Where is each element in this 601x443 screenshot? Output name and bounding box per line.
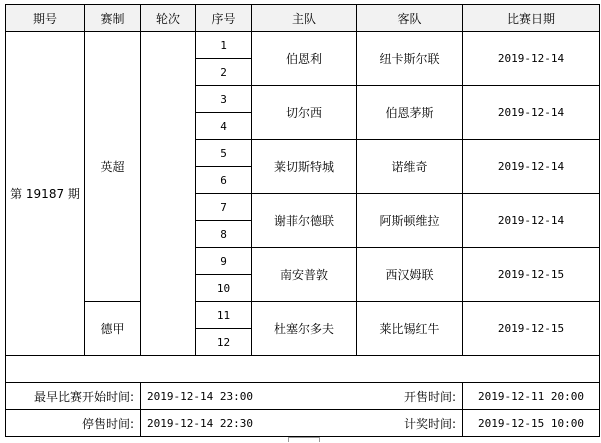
home-team: 南安普敦 bbox=[252, 248, 357, 302]
match-date: 2019-12-15 bbox=[463, 248, 600, 302]
header-home: 主队 bbox=[252, 5, 357, 32]
earliest-start-value: 2019-12-14 23:00 bbox=[141, 383, 357, 410]
away-team: 伯恩茅斯 bbox=[357, 86, 463, 140]
sale-open-label: 开售时间: bbox=[357, 383, 463, 410]
spacer-cell bbox=[6, 356, 600, 383]
seq-cell: 5 bbox=[196, 140, 252, 167]
divider-mark bbox=[288, 437, 320, 442]
sale-open-value: 2019-12-11 20:00 bbox=[463, 383, 600, 410]
header-date: 比赛日期 bbox=[463, 5, 600, 32]
home-team: 杜塞尔多夫 bbox=[252, 302, 357, 356]
league-cell: 德甲 bbox=[85, 302, 141, 356]
away-team: 纽卡斯尔联 bbox=[357, 32, 463, 86]
home-team: 切尔西 bbox=[252, 86, 357, 140]
match-date: 2019-12-14 bbox=[463, 194, 600, 248]
seq-cell: 2 bbox=[196, 59, 252, 86]
seq-cell: 8 bbox=[196, 221, 252, 248]
prize-calc-label: 计奖时间: bbox=[357, 410, 463, 437]
seq-cell: 12 bbox=[196, 329, 252, 356]
home-team: 莱切斯特城 bbox=[252, 140, 357, 194]
sale-stop-value: 2019-12-14 22:30 bbox=[141, 410, 357, 437]
seq-cell: 10 bbox=[196, 275, 252, 302]
header-away: 客队 bbox=[357, 5, 463, 32]
schedule-table bbox=[5, 4, 600, 437]
seq-cell: 6 bbox=[196, 167, 252, 194]
header-seq: 序号 bbox=[196, 5, 252, 32]
header-row bbox=[6, 5, 600, 32]
seq-cell: 1 bbox=[196, 32, 252, 59]
away-team: 诺维奇 bbox=[357, 140, 463, 194]
header-round: 轮次 bbox=[141, 5, 196, 32]
home-team: 伯恩利 bbox=[252, 32, 357, 86]
league-cell: 英超 bbox=[85, 32, 141, 302]
home-team: 谢菲尔德联 bbox=[252, 194, 357, 248]
away-team: 西汉姆联 bbox=[357, 248, 463, 302]
earliest-start-label: 最早比赛开始时间: bbox=[6, 383, 141, 410]
seq-cell: 11 bbox=[196, 302, 252, 329]
seq-cell: 3 bbox=[196, 86, 252, 113]
match-date: 2019-12-14 bbox=[463, 86, 600, 140]
match-date: 2019-12-15 bbox=[463, 302, 600, 356]
table-row bbox=[6, 302, 600, 329]
spacer-row bbox=[6, 356, 600, 383]
away-team: 阿斯顿维拉 bbox=[357, 194, 463, 248]
round-cell bbox=[141, 32, 196, 356]
sale-stop-label: 停售时间: bbox=[6, 410, 141, 437]
header-format: 赛制 bbox=[85, 5, 141, 32]
match-date: 2019-12-14 bbox=[463, 32, 600, 86]
footer-row bbox=[6, 410, 600, 437]
table-row bbox=[6, 32, 600, 59]
prize-calc-value: 2019-12-15 10:00 bbox=[463, 410, 600, 437]
footer-row bbox=[6, 383, 600, 410]
header-period: 期号 bbox=[6, 5, 85, 32]
period-cell: 第 19187 期 bbox=[6, 32, 85, 356]
seq-cell: 9 bbox=[196, 248, 252, 275]
seq-cell: 4 bbox=[196, 113, 252, 140]
away-team: 莱比锡红牛 bbox=[357, 302, 463, 356]
match-date: 2019-12-14 bbox=[463, 140, 600, 194]
seq-cell: 7 bbox=[196, 194, 252, 221]
